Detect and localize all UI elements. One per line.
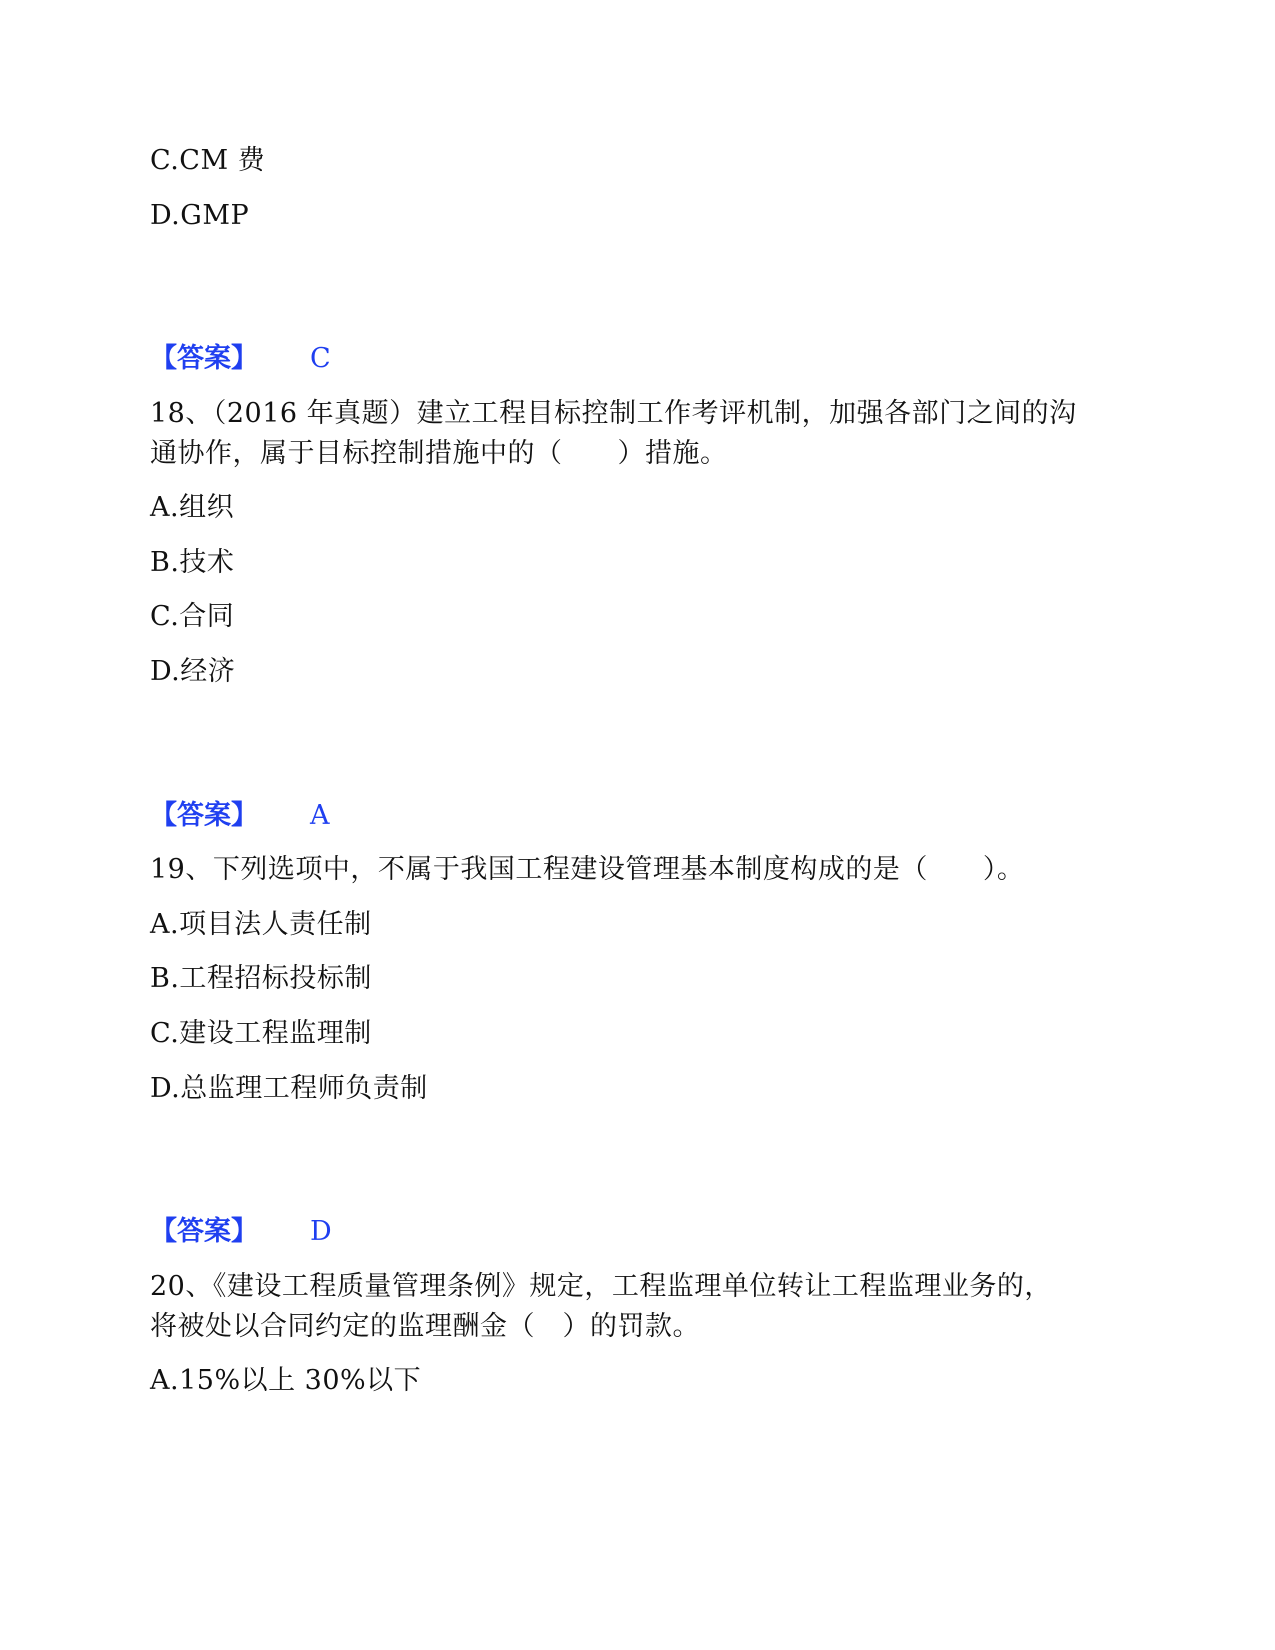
q20-option-a: A.15%以上 30%以下 — [150, 1365, 422, 1396]
q19-text: 19、下列选项中，不属于我国工程建设管理基本制度构成的是（ ）。 — [150, 854, 1025, 885]
q18-option-d: D.经济 — [150, 656, 236, 687]
q20-text-line2: 将被处以合同约定的监理酬金（ ）的罚款。 — [150, 1311, 700, 1342]
q19-option-d: D.总监理工程师负责制 — [150, 1073, 428, 1104]
q18-answer-row — [150, 795, 330, 837]
q19-option-c: C.建设工程监理制 — [150, 1018, 372, 1049]
q17-answer-label: 【答案】 — [150, 343, 258, 374]
q17-option-d: D.GMP — [150, 200, 250, 231]
q19-option-a: A.项目法人责任制 — [150, 909, 372, 940]
q18-text-line1: 18、（2016 年真题）建立工程目标控制工作考评机制，加强各部门之间的沟 — [150, 398, 1077, 429]
q20-text-line1: 20、《建设工程质量管理条例》规定，工程监理单位转让工程监理业务的， — [150, 1271, 1052, 1302]
q18-answer-value: A — [310, 800, 330, 831]
q18-option-c: C.合同 — [150, 601, 235, 632]
q19-answer-value: D — [310, 1216, 332, 1247]
q18-option-a: A.组织 — [150, 492, 235, 523]
q18-option-b: B.技术 — [150, 547, 235, 578]
q19-answer-row — [150, 1211, 332, 1253]
q19-option-b: B.工程招标投标制 — [150, 963, 372, 994]
q17-answer-row — [150, 338, 331, 380]
q17-answer-value: C — [310, 343, 331, 374]
q17-option-c: C.CM 费 — [150, 145, 266, 176]
q19-answer-label: 【答案】 — [150, 1216, 258, 1247]
q18-text-line2: 通协作，属于目标控制措施中的（ ）措施。 — [150, 438, 728, 469]
q18-answer-label: 【答案】 — [150, 800, 258, 831]
